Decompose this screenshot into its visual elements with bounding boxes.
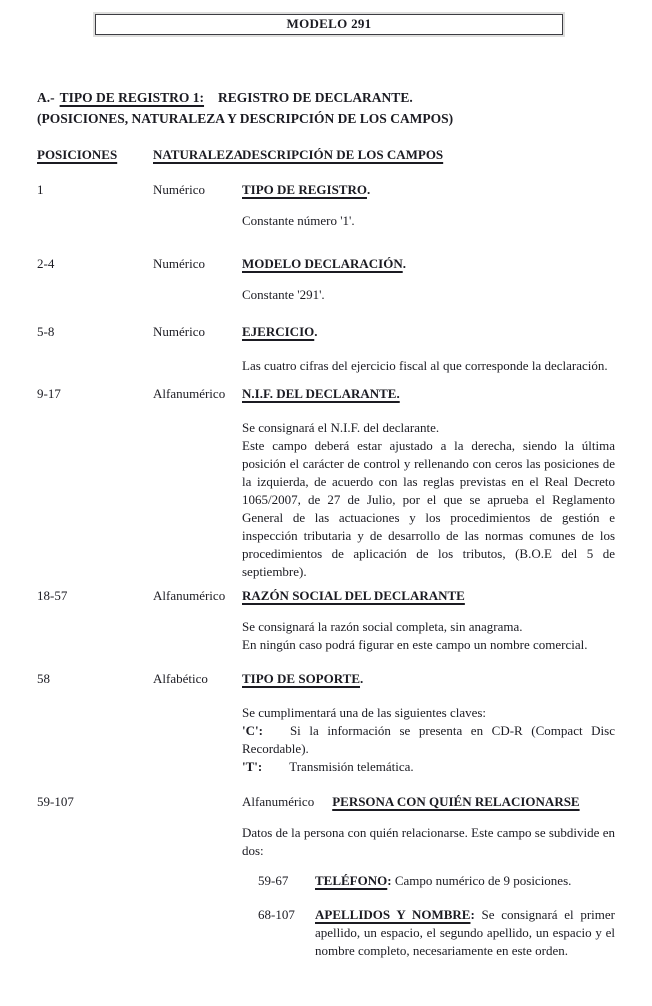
row-nature: Numérico: [153, 324, 205, 339]
field-row-tipo-de-soporte: [37, 670, 615, 776]
field-title: TIPO DE REGISTRO.: [242, 182, 371, 197]
section-heading: [37, 87, 615, 129]
row-positions: 5-8: [37, 324, 55, 339]
inline-nature: Alfanumérico: [242, 794, 315, 809]
row-nature: Alfanumérico: [153, 588, 226, 603]
row-positions: 58: [37, 671, 50, 686]
row-description: [242, 385, 615, 581]
row-positions: 1: [37, 182, 44, 197]
row-nature: Numérico: [153, 182, 205, 197]
field-title: RAZÓN SOCIAL DEL DECLARANTE: [242, 588, 465, 603]
col-header-nature: NATURALEZA: [153, 147, 244, 162]
key-label: 'T':: [242, 759, 263, 774]
field-paragraph: Se consignará la razón social completa, sin anagrama.: [242, 619, 523, 634]
key-text: Transmisión telemática.: [289, 759, 414, 774]
key-label: 'C':: [242, 723, 263, 738]
row-positions: 18-57: [37, 588, 68, 603]
field-paragraph: Se cumplimentará una de las siguientes claves:: [242, 705, 487, 720]
table-header-row: [37, 146, 615, 164]
subfield-positions: 59-67: [258, 873, 289, 888]
subfield-telefono: [242, 872, 615, 890]
field-row-razon-social: [37, 587, 615, 654]
section-heading-line2: (POSICIONES, NATURALEZA Y DESCRIPCIÓN DE LOS CAMPOS): [37, 111, 454, 126]
field-title: Alfanumérico PERSONA CON QUIÉN RELACIONARSE: [242, 794, 580, 809]
col-header-positions: POSICIONES: [37, 147, 118, 162]
row-description: [242, 323, 615, 375]
field-paragraph: Se consignará el N.I.F. del declarante.: [242, 420, 440, 435]
doc-title: MODELO 291: [286, 16, 372, 31]
field-title: TIPO DE SOPORTE.: [242, 671, 364, 686]
section-heading-line1: [37, 87, 615, 108]
row-positions: 59-107: [37, 794, 74, 809]
field-row-ejercicio: [37, 323, 615, 375]
row-nature: Alfanumérico: [153, 386, 226, 401]
field-title: N.I.F. DEL DECLARANTE.: [242, 386, 400, 401]
subfield-positions: 68-107: [258, 907, 295, 922]
doc-content: [0, 87, 652, 960]
row-description: [242, 793, 615, 960]
heading-underlined: TIPO DE REGISTRO 1:: [59, 90, 205, 105]
subfield-text: APELLIDOS Y NOMBRE: Se consignará el primer apellido, un espacio, el segundo apellido, un espacio y el nombre completo, necesariamente en este orden.: [315, 907, 616, 958]
heading-prefix: A.-: [37, 90, 55, 105]
field-paragraph: Constante '291'.: [242, 287, 325, 302]
row-description: [242, 181, 615, 230]
field-title: EJERCICIO.: [242, 324, 318, 339]
key-text: Si la información se presenta en CD-R (Compact Disc Recordable).: [242, 723, 615, 756]
subfield-text: TELÉFONO: Campo numérico de 9 posiciones.: [315, 873, 572, 888]
field-row-modelo-declaracion: [37, 255, 615, 304]
row-description: [242, 587, 615, 654]
key-option-c: [242, 722, 615, 758]
field-title: MODELO DECLARACIÓN.: [242, 256, 406, 271]
row-description: [242, 255, 615, 304]
row-nature: [153, 793, 242, 960]
doc-title-box: [95, 14, 563, 35]
field-paragraph: Este campo deberá estar ajustado a la derecha, siendo la última posición el carácter de control y rellenando con ceros las posiciones de la izquierda, de acuerdo con las reglas previstas en el Real Decreto 1065/2007, de 27 de Julio, por el que se aprueba el Reglamento General de las actuaciones y los procedimientos de gestión e inspección tributaria y de desarrollo de las normas comunes de los procedimientos de aplicación de los tributos, (B.O.E del 5 de septiembre).: [242, 438, 615, 579]
field-row-persona-relacionarse: [37, 793, 615, 960]
field-paragraph: En ningún caso podrá figurar en este campo un nombre comercial.: [242, 637, 588, 652]
row-nature: Numérico: [153, 256, 205, 271]
key-option-t: [242, 758, 615, 776]
field-paragraph: Constante número '1'.: [242, 213, 355, 228]
field-row-tipo-de-registro: [37, 181, 615, 230]
col-header-description: DESCRIPCIÓN DE LOS CAMPOS: [242, 147, 444, 162]
row-description: [242, 670, 615, 776]
row-nature: Alfabético: [153, 671, 208, 686]
row-positions: 9-17: [37, 386, 61, 401]
field-paragraph: Datos de la persona con quién relacionarse. Este campo se subdivide en dos:: [242, 825, 615, 858]
field-row-nif-declarante: [37, 385, 615, 581]
heading-rest: REGISTRO DE DECLARANTE.: [218, 90, 413, 105]
subfield-apellidos-nombre: [242, 906, 615, 960]
row-positions: 2-4: [37, 256, 55, 271]
field-paragraph: Las cuatro cifras del ejercicio fiscal al que corresponde la declaración.: [242, 358, 608, 373]
